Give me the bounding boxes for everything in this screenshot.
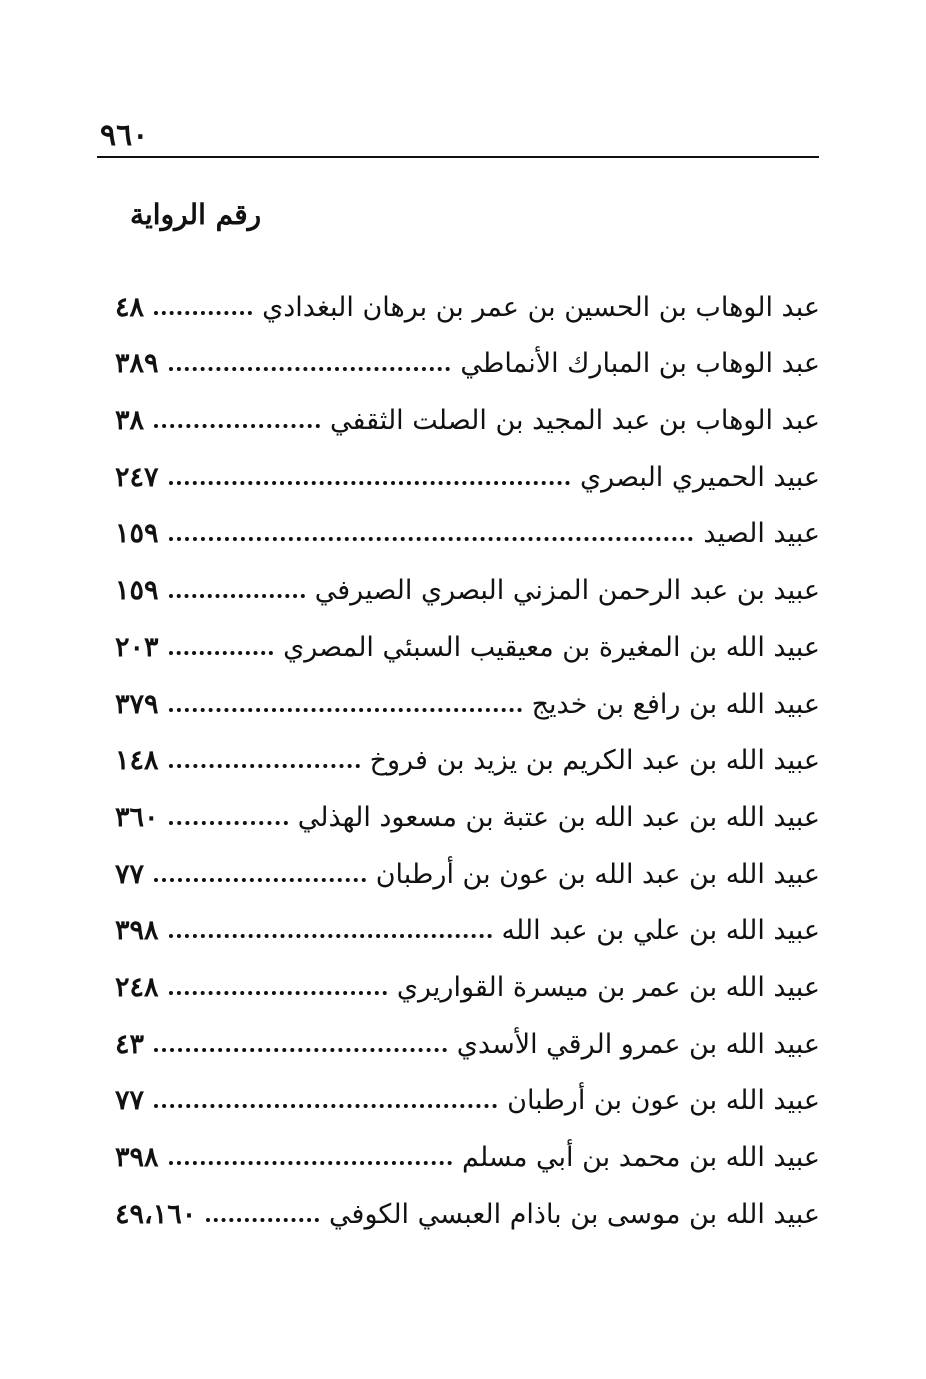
dot-leader xyxy=(169,708,522,712)
list-item xyxy=(115,507,820,564)
list-item xyxy=(115,280,820,337)
narration-number: ٧٧ xyxy=(115,1085,145,1117)
narrator-name: عبيد الله بن رافع بن خديج xyxy=(531,688,820,720)
dot-leader xyxy=(169,991,387,995)
list-item xyxy=(115,337,820,394)
dot-leader xyxy=(169,481,570,485)
dot-leader xyxy=(169,651,274,655)
narrator-name: عبيد الله بن عبد الله بن عون بن أرطبان xyxy=(375,858,820,890)
narrator-name: عبيد الله بن عمر بن ميسرة القواريري xyxy=(396,971,820,1003)
narration-number: ٣٨ xyxy=(115,405,145,437)
narration-number: ١٥٩ xyxy=(115,575,159,607)
narration-number: ٣٦٠ xyxy=(115,801,159,833)
narration-number: ٢٤٨ xyxy=(115,971,159,1003)
narration-number: ١٥٩ xyxy=(115,518,159,550)
narrator-name: عبيد الله بن عبد الله بن عتبة بن مسعود الهذلي xyxy=(297,801,820,833)
list-item xyxy=(115,734,820,791)
dot-leader xyxy=(154,878,366,882)
narration-number: ٣٩٨ xyxy=(115,915,159,947)
list-item xyxy=(115,620,820,677)
list-item xyxy=(115,1130,820,1187)
narrator-name: عبيد الله بن علي بن عبد الله xyxy=(501,915,820,947)
narration-number: ٣٧٩ xyxy=(115,688,159,720)
narrator-name: عبيد بن عبد الرحمن المزني البصري الصيرفي xyxy=(314,575,820,607)
dot-leader xyxy=(169,594,305,598)
narration-number: ٣٩٨ xyxy=(115,1142,159,1173)
dot-leader xyxy=(169,367,451,371)
dot-leader xyxy=(206,1218,319,1222)
list-item xyxy=(115,960,820,1017)
list-item xyxy=(115,1017,820,1074)
dot-leader xyxy=(169,764,360,768)
narrator-name: عبيد الله بن عمرو الرقي الأسدي xyxy=(456,1028,820,1060)
list-item xyxy=(115,393,820,450)
narrator-name: عبيد الصيد xyxy=(703,518,820,550)
narrator-name: عبيد الله بن عبد الكريم بن يزيد بن فروخ xyxy=(369,745,820,777)
list-item xyxy=(115,450,820,507)
narration-number: ٤٩،١٦٠ xyxy=(115,1198,197,1230)
list-item xyxy=(115,677,820,734)
narrator-name: عبد الوهاب بن عبد المجيد بن الصلت الثقفي xyxy=(329,405,820,437)
header-divider xyxy=(97,156,819,158)
list-item xyxy=(115,904,820,961)
dot-leader xyxy=(169,821,288,825)
narration-number: ٧٧ xyxy=(115,858,145,890)
page-number: ٩٦٠ xyxy=(100,118,149,153)
list-item xyxy=(115,847,820,904)
list-item xyxy=(115,790,820,847)
dot-leader xyxy=(154,1104,497,1108)
column-heading: رقم الرواية xyxy=(130,198,262,231)
list-item xyxy=(115,1187,820,1244)
dot-leader xyxy=(154,311,252,315)
narration-number: ٢٠٣ xyxy=(115,631,159,663)
narrator-name: عبيد الله بن عون بن أرطبان xyxy=(507,1085,820,1117)
narration-number: ٢٤٧ xyxy=(115,461,159,493)
narrator-name: عبد الوهاب بن المبارك الأنماطي xyxy=(460,348,820,380)
list-item xyxy=(115,563,820,620)
narration-number: ٣٨٩ xyxy=(115,348,159,380)
dot-leader xyxy=(169,1161,452,1165)
narrator-index-list xyxy=(115,280,820,1244)
narrator-name: عبيد الحميري البصري xyxy=(579,461,820,493)
narration-number: ٤٣ xyxy=(115,1028,145,1060)
narrator-name: عبيد الله بن موسى بن باذام العبسي الكوفي xyxy=(329,1198,820,1230)
dot-leader xyxy=(169,934,492,938)
narration-number: ٤٨ xyxy=(115,291,145,323)
dot-leader xyxy=(169,537,694,541)
dot-leader xyxy=(154,424,320,428)
narrator-name: عبيد الله بن المغيرة بن معيقيب السبئي المصري xyxy=(283,631,820,663)
list-item xyxy=(115,1074,820,1131)
narrator-name: عبد الوهاب بن الحسين بن عمر بن برهان البغدادي xyxy=(262,291,820,323)
narrator-name: عبيد الله بن محمد بن أبي مسلم xyxy=(461,1142,820,1173)
dot-leader xyxy=(154,1048,447,1052)
narration-number: ١٤٨ xyxy=(115,745,159,777)
